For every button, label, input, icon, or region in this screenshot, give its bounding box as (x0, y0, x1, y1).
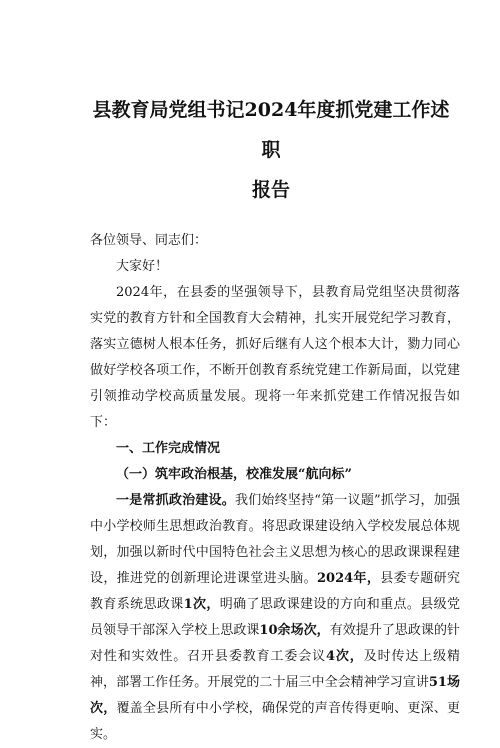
intro-paragraph: 2024年，在县委的坚强领导下，县教育局党组坚决贯彻落实党的教育方针和全国教育大会精神，扎实开展党纪学习教育，落实立德树人根本任务，抓好后继有人这个根本大计，勠力同心做好学校各项工作，不断开创教育系统党建工作新局面，以党建引领推动学校高质量发展。现将一年来抓党建工作情况报告如下： (90, 285, 460, 430)
paragraph-text-2: 县委专题研究教育系统思政课 (90, 571, 460, 612)
paragraph-text-3: 明确了思政课建设的方向和重点。县级党员领导干部深入学校上思政课 (90, 597, 460, 638)
paragraph-lead: 一是常抓政治建设。 (116, 493, 235, 508)
body-paragraph (90, 488, 460, 748)
document-title (90, 90, 460, 210)
highlight-count-3: 4次， (326, 649, 364, 664)
highlight-count-1: 1次， (183, 597, 220, 612)
highlight-count-2: 10余场次， (259, 623, 330, 638)
paragraph-text-5: 及时传达上级精神，部署工作任务。开展党的二十届三中全会精神学习宣讲 (90, 649, 460, 690)
greeting: 大家好！ (116, 259, 169, 274)
title-line-1: 县教育局党组书记2024年度抓党建工作述职 (92, 99, 450, 161)
highlight-year: 2024年， (316, 571, 381, 586)
section-heading: 一、工作完成情况 (116, 441, 221, 456)
paragraph-text-4: 有效提升了思政课的针对性和实效性。召开县委教育工委会议 (90, 623, 460, 664)
paragraph-text-6: 覆盖全县所有中小学校，确保党的声音传得更响、更深、更实。 (90, 701, 460, 742)
highlight-count-4: 51场次， (90, 675, 460, 716)
salutation: 各位领导、同志们： (90, 233, 208, 248)
paragraph-text-1: 我们始终坚持“第一议题”抓学习，加强中小学校师生思想政治教育。将思政课建设纳入学校发展总体规划，加强以新时代中国特色社会主义思想为核心的思政课课程建设，推进党的创新理论进课堂进头脑。 (90, 493, 460, 586)
title-line-2: 报告 (251, 179, 290, 201)
subsection-heading: （一）筑牢政治根基，校准发展“航向标” (116, 467, 352, 482)
